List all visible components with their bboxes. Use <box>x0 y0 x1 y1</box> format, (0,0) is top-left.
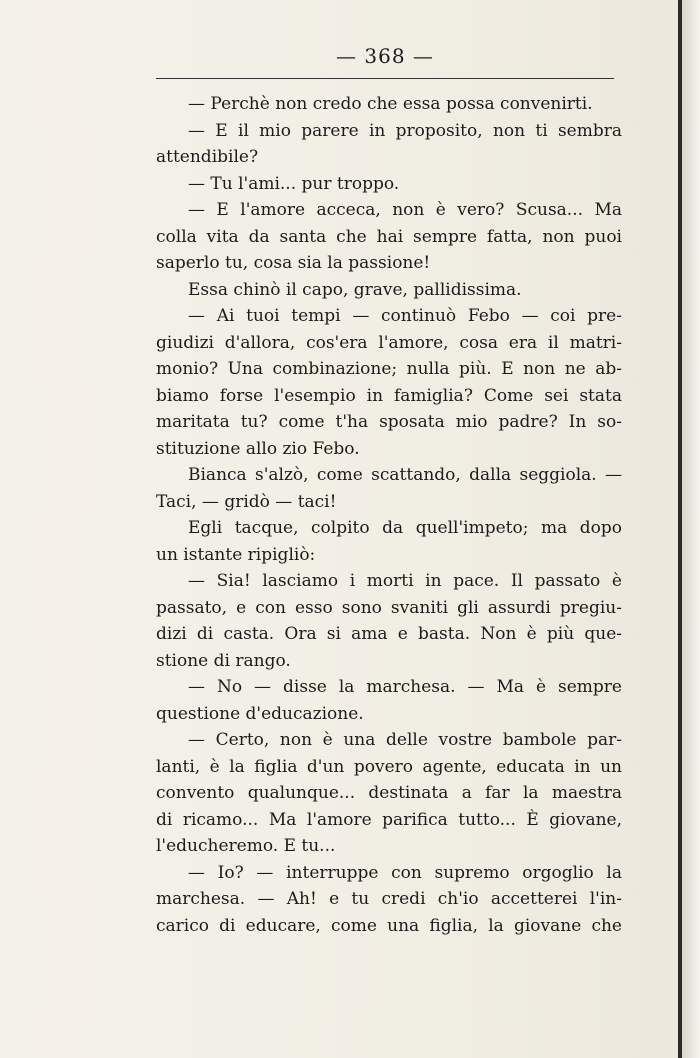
text-line: giudizi d'allora, cos'era l'amore, cosa era il matri- <box>156 332 622 353</box>
text-line: lanti, è la figlia d'un povero agente, educata in un <box>156 756 622 777</box>
text-line: un istante ripigliò: <box>156 544 316 565</box>
text-line: Taci, — gridò — taci! <box>156 491 337 512</box>
text-line: Essa chinò il capo, grave, pallidissima. <box>188 279 522 300</box>
text-line: stituzione allo zio Febo. <box>156 438 360 459</box>
text-line: — No — disse la marchesa. — Ma è sempre <box>188 677 622 697</box>
text-line: — Ai tuoi tempi — continuò Febo — coi pre- <box>188 306 622 326</box>
text-line: convento qualunque... destinata a far la maestra <box>156 783 622 803</box>
text-line: — Sia! lasciamo i morti in pace. Il passato è <box>188 571 622 591</box>
text-line: Bianca s'alzò, come scattando, dalla seggiola. — <box>188 465 622 485</box>
text-line: — Perchè non credo che essa possa convenirti. <box>188 94 593 114</box>
body-text <box>156 91 622 939</box>
text-line: — E il mio parere in proposito, non ti sembra <box>188 120 622 141</box>
text-line: stione di rango. <box>156 650 291 671</box>
text-line: questione d'educazione. <box>156 703 364 724</box>
text-line: di ricamo... Ma l'amore parifica tutto... È giovane, <box>156 809 622 830</box>
text-line: colla vita da santa che hai sempre fatta, non puoi <box>156 226 622 247</box>
text-line: — Tu l'ami... pur troppo. <box>188 173 400 194</box>
header-rule <box>156 78 614 79</box>
text-line: saperlo tu, cosa sia la passione! <box>156 253 431 273</box>
text-line: — E l'amore acceca, non è vero? Scusa... Ma <box>188 200 622 220</box>
text-line: Egli tacque, colpito da quell'impeto; ma dopo <box>188 518 622 538</box>
page-edge-shadow <box>682 0 700 1058</box>
text-line: attendibile? <box>156 147 259 167</box>
text-line: monio? Una combinazione; nulla più. E non ne ab- <box>156 359 622 379</box>
text-line: dizi di casta. Ora si ama e basta. Non è più que- <box>156 624 622 644</box>
text-line: — Io? — interruppe con supremo orgoglio la <box>188 862 622 883</box>
text-line: carico di educare, come una figlia, la giovane che <box>156 915 622 936</box>
text-line: marchesa. — Ah! e tu credi ch'io accetterei l'in- <box>156 889 622 909</box>
text-line: biamo forse l'esempio in famiglia? Come sei stata <box>156 385 622 406</box>
page-edge-line <box>678 0 682 1058</box>
text-line: — Certo, non è una delle vostre bambole par- <box>188 730 622 750</box>
text-line: passato, e con esso sono svaniti gli assurdi pregiu- <box>156 597 622 618</box>
text-line: maritata tu? come t'ha sposata mio padre? In so- <box>156 412 622 432</box>
text-line: l'educheremo. E tu... <box>156 836 336 856</box>
page-number: — 368 — <box>336 44 434 68</box>
